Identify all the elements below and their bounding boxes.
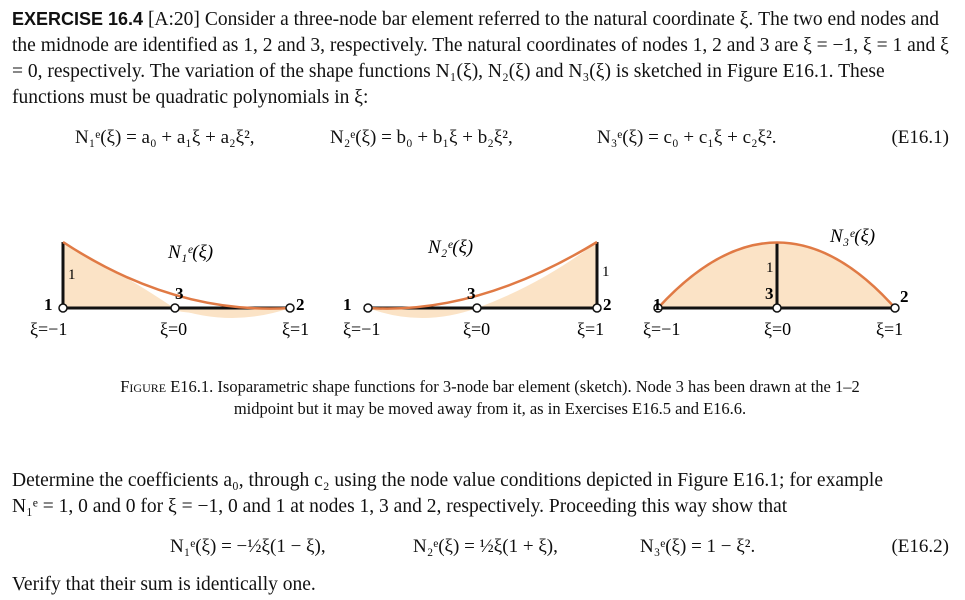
n1-coord-right: ξ=1 — [282, 319, 310, 339]
n2-coord-right: ξ=1 — [577, 319, 605, 339]
n2-node-2-label: 2 — [603, 295, 612, 314]
panel-n1 — [30, 242, 309, 339]
n2-coord-left: ξ=−1 — [343, 319, 381, 339]
n1-one-label: 1 — [68, 267, 76, 283]
n3-node-2-label: 2 — [900, 287, 909, 306]
exercise-statement — [12, 6, 957, 111]
n3-node-1-label: 1 — [653, 295, 662, 314]
closing-line: Verify that their sum is identically one. — [12, 574, 316, 595]
n2-node-1 — [364, 304, 372, 312]
caption-text: Isoparametric shape functions for 3-node bar element (sketch). Node 3 has been drawn at the 1–2 midpoint but it may be moved away from it, as in Exercises E16.5 and E16.6. — [217, 377, 860, 418]
exercise-tag: [A:20] — [147, 9, 200, 30]
equation-n2: N₂ᵉ(ξ) = b₀ + b₁ξ + b₂ξ², — [330, 127, 513, 148]
n1-node-2 — [286, 304, 294, 312]
panel-n3 — [643, 226, 909, 339]
equation-n3: N₃ᵉ(ξ) = c₀ + c₁ξ + c₂ξ². — [597, 127, 777, 148]
equation-number-e16-1: (E16.1) — [891, 127, 949, 148]
instructions-paragraph — [12, 468, 957, 520]
n3-title: N₃ᵉ(ξ) — [830, 226, 876, 247]
instructions-line-1: Determine the coefficients a₀, through c₂ using the node value conditions depicted in Figure E16.1; for example — [12, 470, 883, 491]
exercise-intro: Consider a three-node bar element referred to the natural coordinate ξ. The two end nodes and the midnode are identified as 1, 2 and 3, respectively. The natural coordinates of nodes 1, 2 and 3 are ξ = −1, ξ = 1 and ξ = 0, respectively. The variation of the shape functions N₁(ξ), N₂(ξ) and N₃(ξ) is sketched in Figure E16.1. These functions must be quadratic polynomials in ξ: — [12, 9, 949, 108]
equation-n1: N₁ᵉ(ξ) = a₀ + a₁ξ + a₂ξ², — [75, 127, 255, 148]
result-n2: N₂ᵉ(ξ) = ½ξ(1 + ξ), — [413, 536, 558, 557]
n1-title: N₁ᵉ(ξ) — [168, 242, 214, 263]
n3-node-3 — [773, 304, 781, 312]
n1-coord-left: ξ=−1 — [30, 319, 68, 339]
n2-node-1-label: 1 — [343, 295, 352, 314]
exercise-label: EXERCISE 16.4 — [12, 9, 144, 29]
n3-one-label: 1 — [766, 260, 774, 276]
caption-label: Figure E16.1. — [120, 377, 214, 396]
n2-node-3 — [473, 304, 481, 312]
n1-node-1-label: 1 — [44, 295, 53, 314]
n2-coord-mid: ξ=0 — [463, 319, 491, 339]
n3-node-2 — [891, 304, 899, 312]
n2-title: N₂ᵉ(ξ) — [428, 237, 474, 258]
n1-node-1 — [59, 304, 67, 312]
n1-coord-mid: ξ=0 — [160, 319, 188, 339]
n2-node-2 — [593, 304, 601, 312]
equation-number-e16-2: (E16.2) — [891, 536, 949, 557]
n2-node-3-label: 3 — [467, 284, 476, 303]
shape-function-figure — [0, 200, 965, 390]
panel-n2 — [343, 237, 612, 339]
n1-node-3 — [171, 304, 179, 312]
result-n1: N₁ᵉ(ξ) = −½ξ(1 − ξ), — [170, 536, 326, 557]
result-n3: N₃ᵉ(ξ) = 1 − ξ². — [640, 536, 756, 557]
instructions-line-2: N₁ᵉ = 1, 0 and 0 for ξ = −1, 0 and 1 at nodes 1, 3 and 2, respectively. Proceeding this way show that — [12, 496, 788, 517]
n1-node-3-label: 3 — [175, 284, 184, 303]
n2-one-label: 1 — [602, 264, 610, 280]
n3-node-3-label: 3 — [765, 284, 774, 303]
n3-coord-right: ξ=1 — [876, 319, 904, 339]
n3-coord-mid: ξ=0 — [764, 319, 792, 339]
n1-node-2-label: 2 — [296, 295, 305, 314]
figure-caption — [100, 376, 880, 420]
n3-coord-left: ξ=−1 — [643, 319, 681, 339]
